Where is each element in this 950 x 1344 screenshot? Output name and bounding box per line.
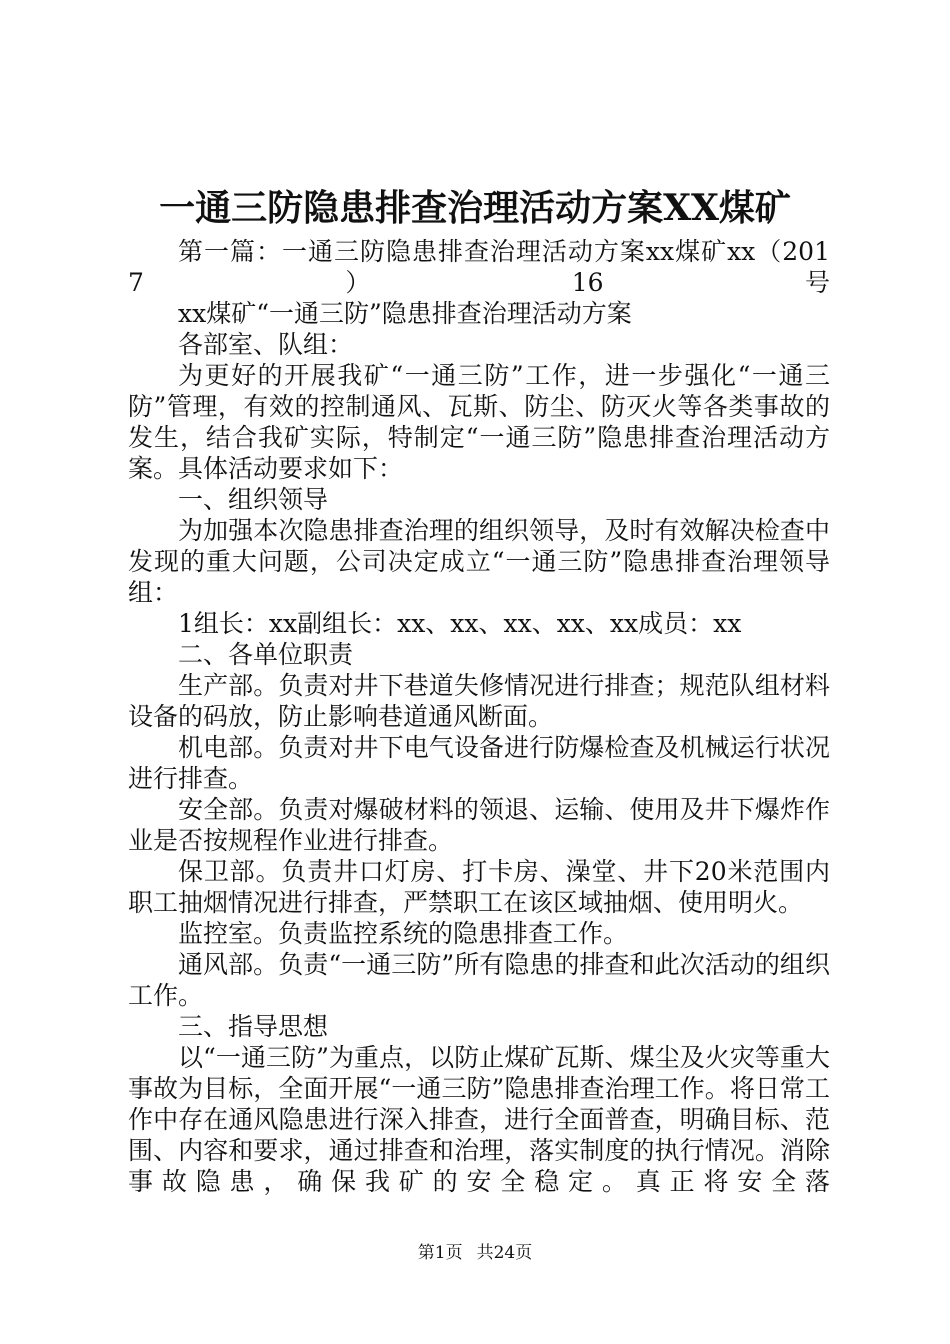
section-heading-organization: 一、组织领导 — [178, 485, 329, 514]
paragraph-ventilation-dept: 通风部。负责“一通三防”所有隐患的排查和此次活动的组织工作。 — [128, 950, 830, 1010]
page-footer — [0, 1241, 950, 1265]
section-heading-guiding-ideology: 三、指导思想 — [178, 1012, 329, 1041]
paragraph-organization: 为加强本次隐患排查治理的组织领导，及时有效解决检查中发现的重大问题，公司决定成立“一通三防”隐患排查治理领导组： — [128, 516, 830, 607]
paragraph-heading-part-one: 第一篇：一通三防隐患排查治理活动方案xx煤矿xx（2017）16号 — [128, 237, 830, 297]
section-heading-responsibilities: 二、各单位职责 — [178, 640, 354, 669]
paragraph-leadership-members: 1组长：xx副组长：xx、xx、xx、xx、xx成员：xx — [178, 609, 742, 638]
paragraph-salutation: 各部室、队组： — [178, 330, 354, 359]
paragraph-electromechanical-dept: 机电部。负责对井下电气设备进行防爆检查及机械运行状况进行排查。 — [128, 733, 830, 793]
paragraph-monitoring-room: 监控室。负责监控系统的隐患排查工作。 — [178, 919, 629, 948]
paragraph-safety-dept: 安全部。负责对爆破材料的领退、运输、使用及井下爆炸作业是否按规程作业进行排查。 — [128, 795, 830, 855]
paragraph-intro: 为更好的开展我矿“一通三防”工作，进一步强化“一通三防”管理，有效的控制通风、瓦斯、防尘、防灭火等各类事故的发生，结合我矿实际，特制定“一通三防”隐患排查治理活动方案。具体活动要求如下： — [128, 361, 830, 483]
document-body — [128, 236, 830, 1197]
document-title: 一通三防隐患排查治理活动方案XX煤矿 — [159, 187, 791, 229]
paragraph-plan-name: xx煤矿“一通三防”隐患排查治理活动方案 — [178, 299, 632, 328]
page-total: 共24页 — [476, 1243, 533, 1263]
paragraph-security-dept: 保卫部。负责井口灯房、打卡房、澡堂、井下20米范围内职工抽烟情况进行排查，严禁职工在该区域抽烟、使用明火。 — [128, 857, 830, 917]
paragraph-production-dept: 生产部。负责对井下巷道失修情况进行排查；规范队组材料设备的码放，防止影响巷道通风断面。 — [128, 671, 830, 731]
page-number: 第1页 — [417, 1243, 463, 1263]
paragraph-guiding-ideology: 以“一通三防”为重点，以防止煤矿瓦斯、煤尘及火灾等重大事故为目标，全面开展“一通三防”隐患排查治理工作。将日常工作中存在通风隐患进行深入排查，进行全面普查，明确目标、范围、内容和要求，通过排查和治理，落实制度的执行情况。消除事故隐患，确保我矿的安全稳定。真正将安全落 — [128, 1043, 830, 1196]
